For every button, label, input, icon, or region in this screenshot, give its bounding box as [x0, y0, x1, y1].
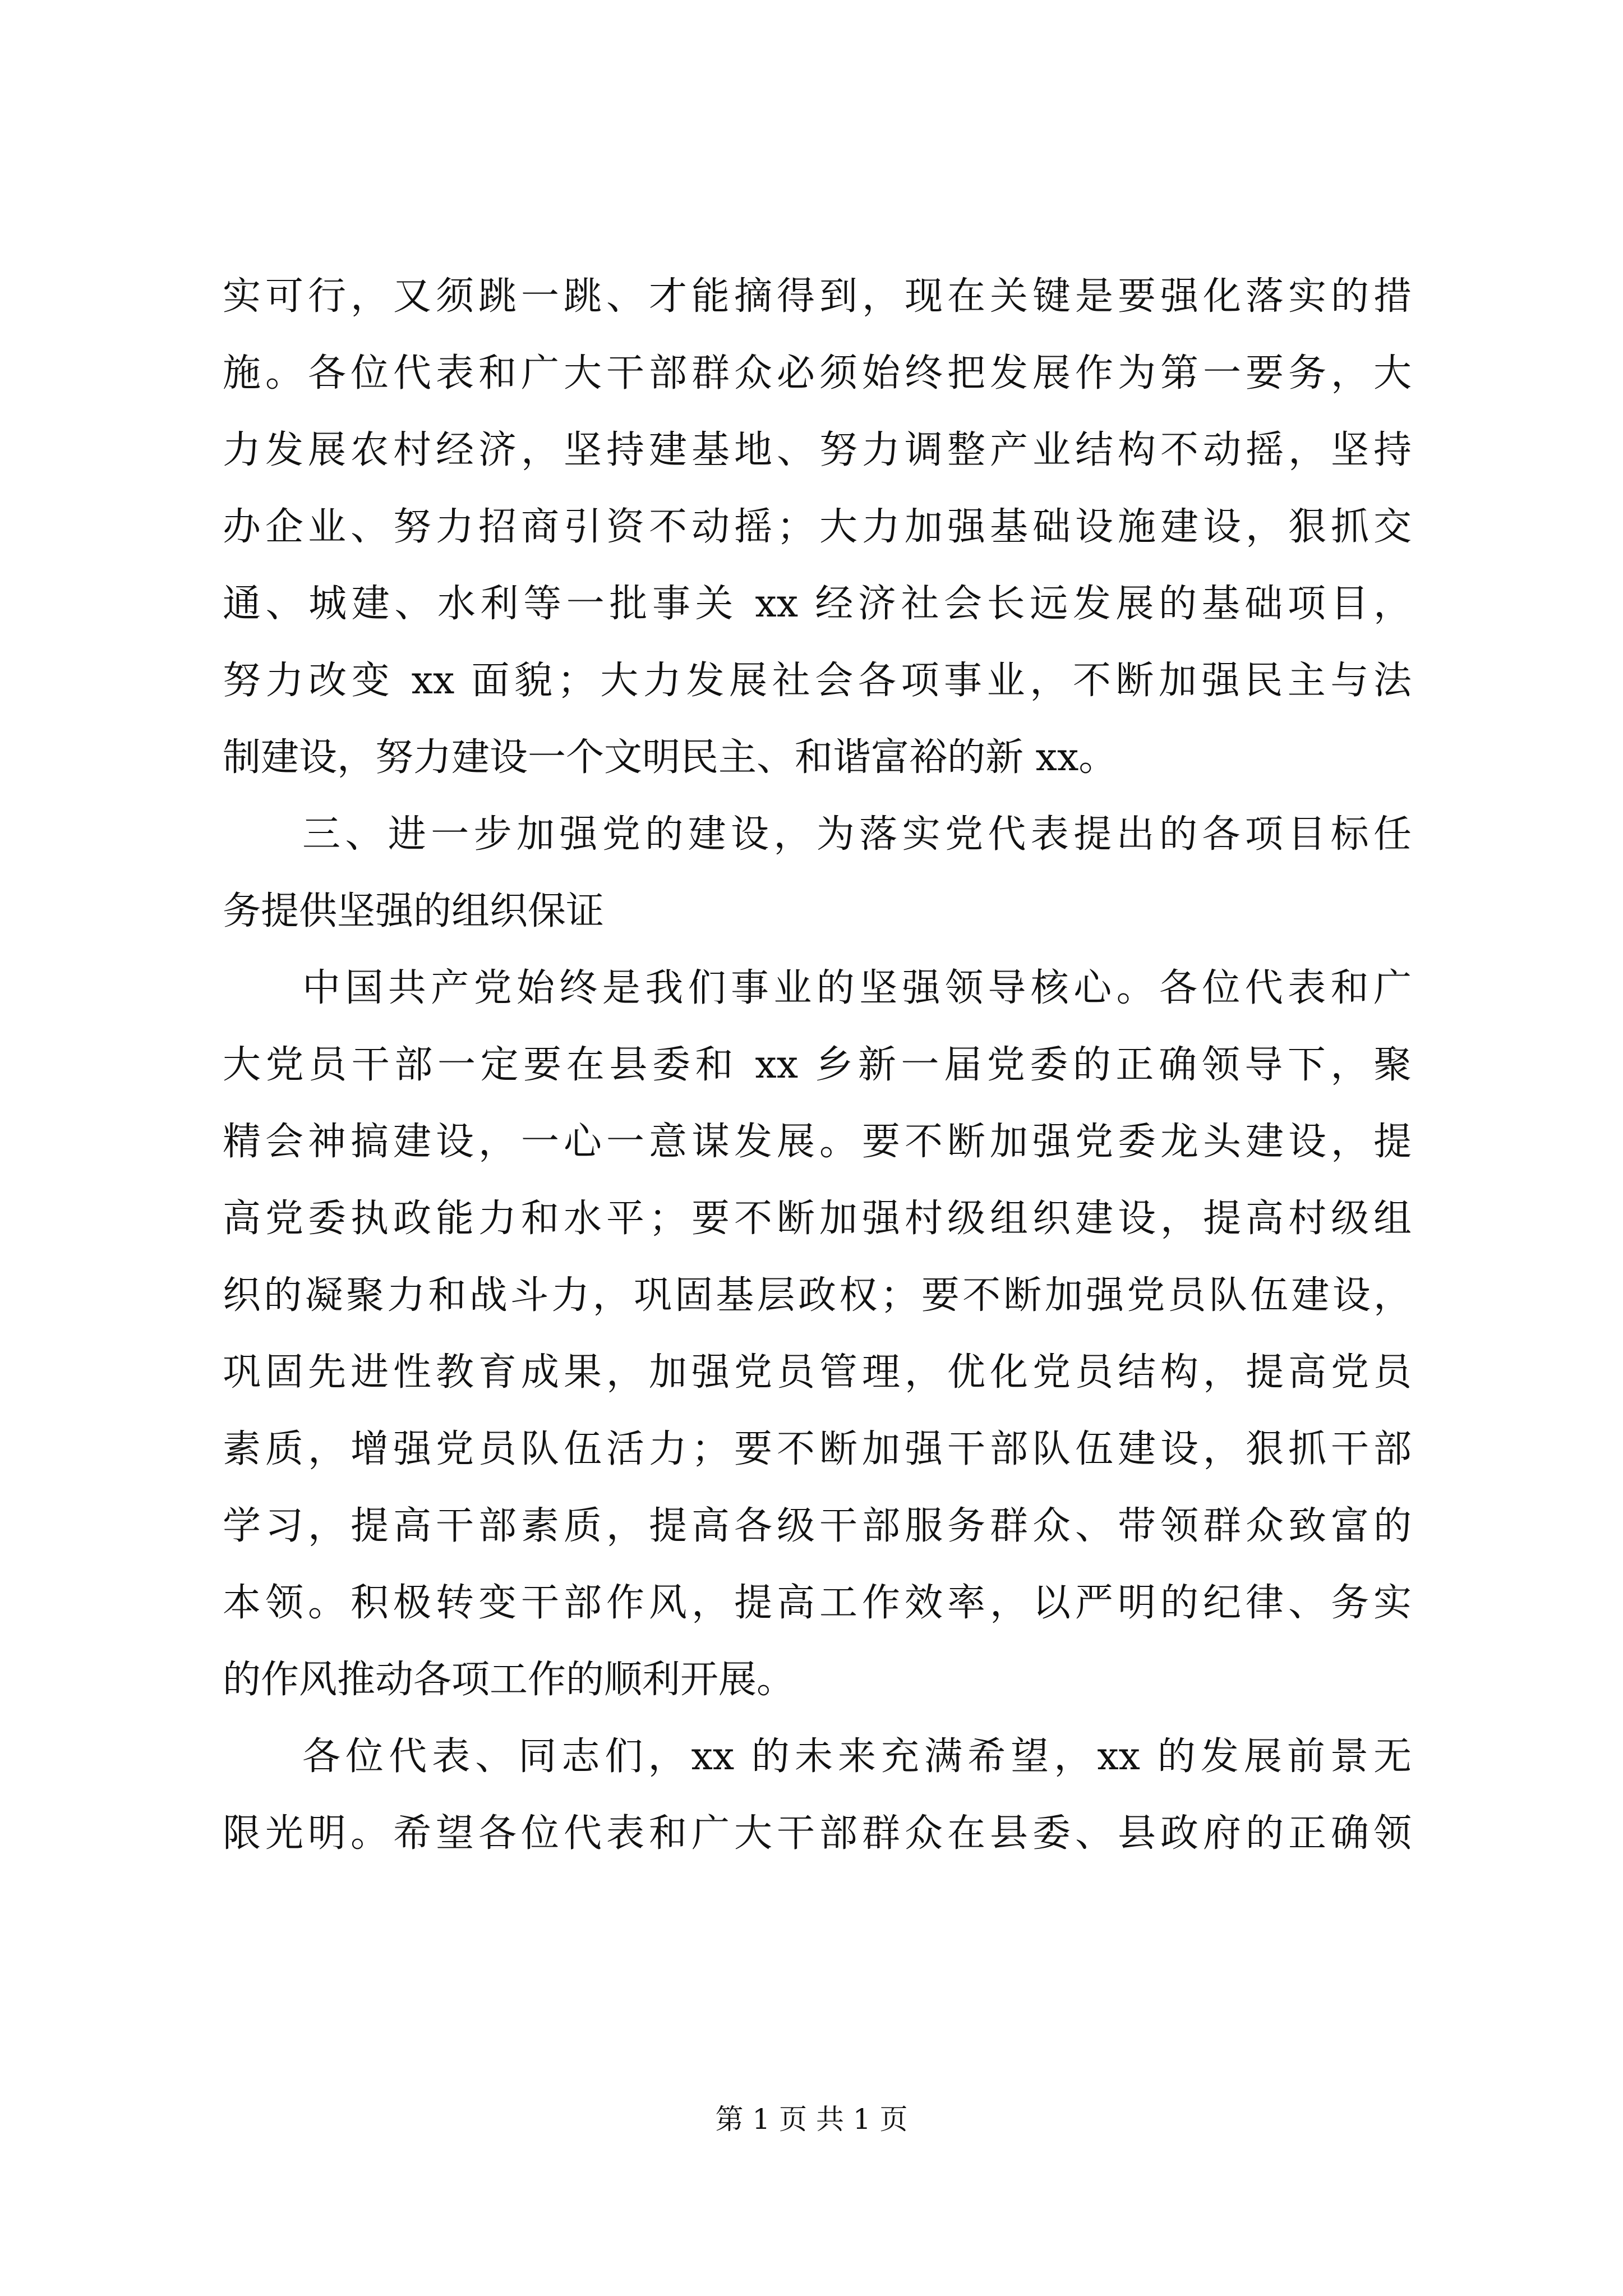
paragraph-3-line-3: 精会神搞建设，一心一意谋发展。要不断加强党委龙头建设，提	[223, 1120, 1412, 1164]
paragraph-3-line-9: 本领。积极转变干部作风，提高工作效率，以严明的纪律、务实	[223, 1581, 1412, 1625]
paragraph-1-line-1: 实可行，又须跳一跳、才能摘得到，现在关键是要强化落实的措	[223, 274, 1412, 319]
paragraph-1-line-4: 办企业、努力招商引资不动摇；大力加强基础设施建设，狠抓交	[223, 505, 1412, 549]
paragraph-1-line-6: 努力改变 xx 面貌；大力发展社会各项事业，不断加强民主与法	[223, 659, 1412, 703]
paragraph-3-line-5: 织的凝聚力和战斗力，巩固基层政权；要不断加强党员队伍建设，	[223, 1273, 1412, 1318]
paragraph-3-line-10: 的作风推动各项工作的顺利开展。	[223, 1658, 795, 1702]
section-heading-line-2: 务提供坚强的组织保证	[223, 889, 605, 933]
paragraph-3-line-1: 中国共产党始终是我们事业的坚强领导核心。各位代表和广	[302, 966, 1412, 1010]
paragraph-1-line-7: 制建设，努力建设一个文明民主、和谐富裕的新 xx。	[223, 735, 1117, 780]
paragraph-1-line-3: 力发展农村经济，坚持建基地、努力调整产业结构不动摇，坚持	[223, 428, 1412, 472]
paragraph-3-line-8: 学习，提高干部素质，提高各级干部服务群众、带领群众致富的	[223, 1504, 1412, 1548]
paragraph-3-line-6: 巩固先进性教育成果，加强党员管理，优化党员结构，提高党员	[223, 1350, 1412, 1395]
paragraph-1-line-5: 通、城建、水利等一批事关 xx 经济社会长远发展的基础项目，	[223, 582, 1412, 626]
section-heading-line-1: 三、进一步加强党的建设，为落实党代表提出的各项目标任	[302, 812, 1412, 857]
paragraph-3-line-7: 素质，增强党员队伍活力；要不断加强干部队伍建设，狠抓干部	[223, 1427, 1412, 1471]
page-number-footer: 第 1 页 共 1 页	[715, 2103, 908, 2136]
paragraph-3-line-4: 高党委执政能力和水平；要不断加强村级组织建设，提高村级组	[223, 1197, 1412, 1241]
paragraph-3-line-2: 大党员干部一定要在县委和 xx 乡新一届党委的正确领导下，聚	[223, 1043, 1412, 1087]
document-body	[223, 258, 1412, 1872]
paragraph-4-line-2: 限光明。希望各位代表和广大干部群众在县委、县政府的正确领	[223, 1811, 1412, 1856]
paragraph-1-line-2: 施。各位代表和广大干部群众必须始终把发展作为第一要务，大	[223, 351, 1412, 395]
paragraph-4-line-1: 各位代表、同志们，xx 的未来充满希望，xx 的发展前景无	[302, 1734, 1412, 1779]
